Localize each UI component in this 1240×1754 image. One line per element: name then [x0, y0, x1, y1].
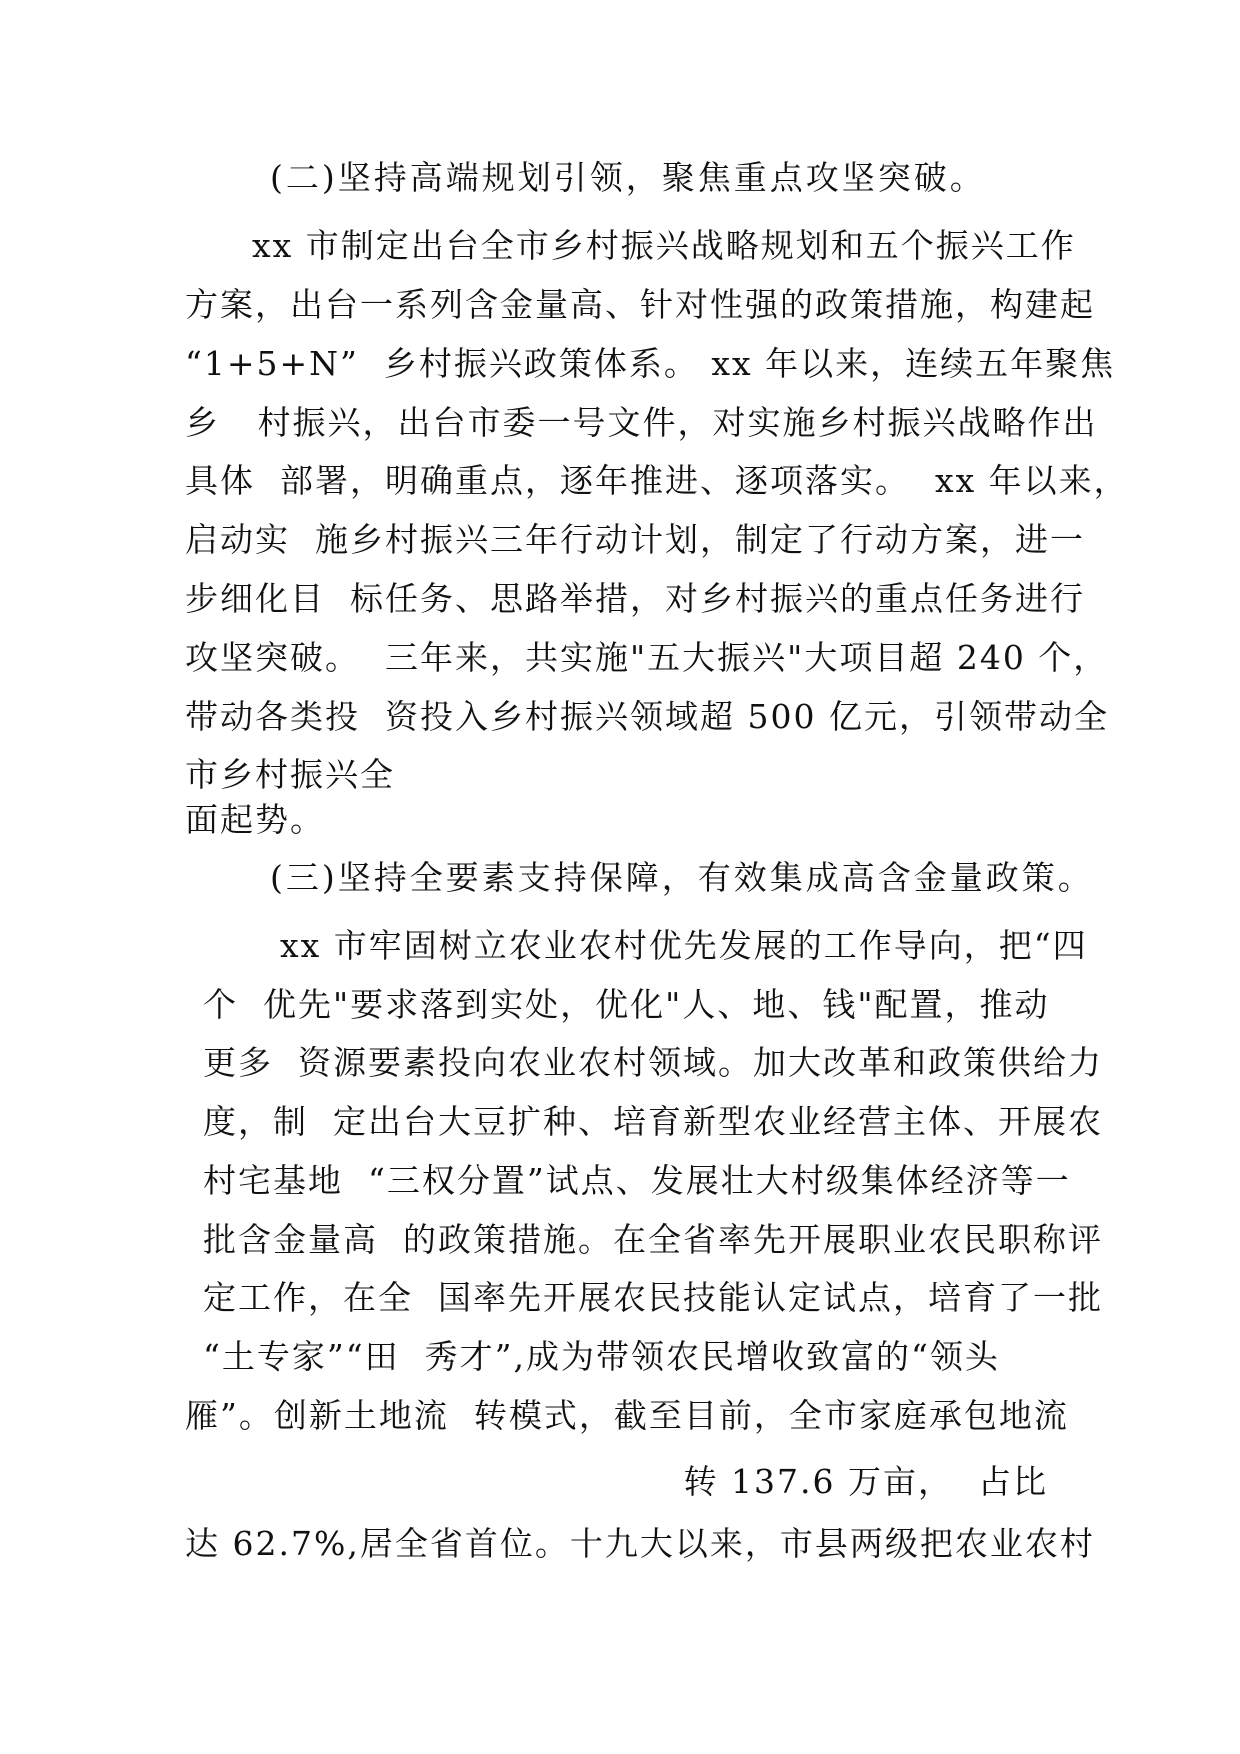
paragraph-line: 具体 部署，明确重点，逐年推进、逐项落实。 xx 年以来， — [185, 461, 1129, 500]
paragraph-line: 乡 村振兴，出台市委一号文件，对实施乡村振兴战略作出 — [185, 403, 1098, 442]
paragraph-line: “1+5+N” 乡村振兴政策体系。 xx 年以来，连续五年聚焦 — [185, 344, 1116, 383]
paragraph-line: 市乡村振兴全 — [185, 755, 395, 794]
paragraph-line: 攻坚突破。 三年来，共实施"五大振兴"大项目超 240 个， — [185, 638, 1109, 677]
paragraph-line: 更多 资源要素投向农业农村领域。加大改革和政策供给力 — [203, 1043, 1103, 1082]
paragraph-line: 达 62.7%,居全省首位。十九大以来，市县两级把农业农村 — [185, 1524, 1095, 1563]
paragraph-line: 面起势。 — [185, 800, 325, 839]
section-3-heading: (三)坚持全要素支持保障，有效集成高含金量政策。 — [270, 858, 1094, 897]
paragraph-line: 方案，出台一系列含金量高、针对性强的政策措施，构建起 — [185, 285, 1095, 324]
paragraph-line: 步细化目 标任务、思路举措，对乡村振兴的重点任务进行 — [185, 579, 1085, 618]
paragraph-line: xx 市牢固树立农业农村优先发展的工作导向，把“四 — [280, 926, 1088, 965]
section-2-heading: (二)坚持高端规划引领，聚焦重点攻坚突破。 — [270, 158, 986, 197]
paragraph-line: 个 优先"要求落到实处，优化"人、地、钱"配置，推动 — [203, 985, 1050, 1024]
paragraph-line: “土专家”“田 秀才”,成为带领农民增收致富的“领头 — [203, 1337, 1000, 1376]
paragraph-line: xx 市制定出台全市乡村振兴战略规划和五个振兴工作 — [252, 226, 1076, 265]
paragraph-line: 村宅基地 “三权分置”试点、发展壮大村级集体经济等一 — [203, 1161, 1071, 1200]
paragraph-line: 度，制 定出台大豆扩种、培育新型农业经营主体、开展农 — [203, 1102, 1103, 1141]
paragraph-line: 带动各类投 资投入乡村振兴领域超 500 亿元，引领带动全 — [185, 697, 1109, 736]
paragraph-line: 定工作，在全 国率先开展农民技能认定试点，培育了一批 — [203, 1278, 1103, 1317]
paragraph-line: 雁”。创新土地流 转模式，截至目前，全市家庭承包地流 — [185, 1396, 1069, 1435]
paragraph-line: 批含金量高 的政策措施。在全省率先开展职业农民职称评 — [203, 1220, 1103, 1259]
paragraph-line: 启动实 施乡村振兴三年行动计划，制定了行动方案，进一 — [185, 520, 1085, 559]
paragraph-line: 转 137.6 万亩， 占比 — [683, 1462, 1048, 1501]
